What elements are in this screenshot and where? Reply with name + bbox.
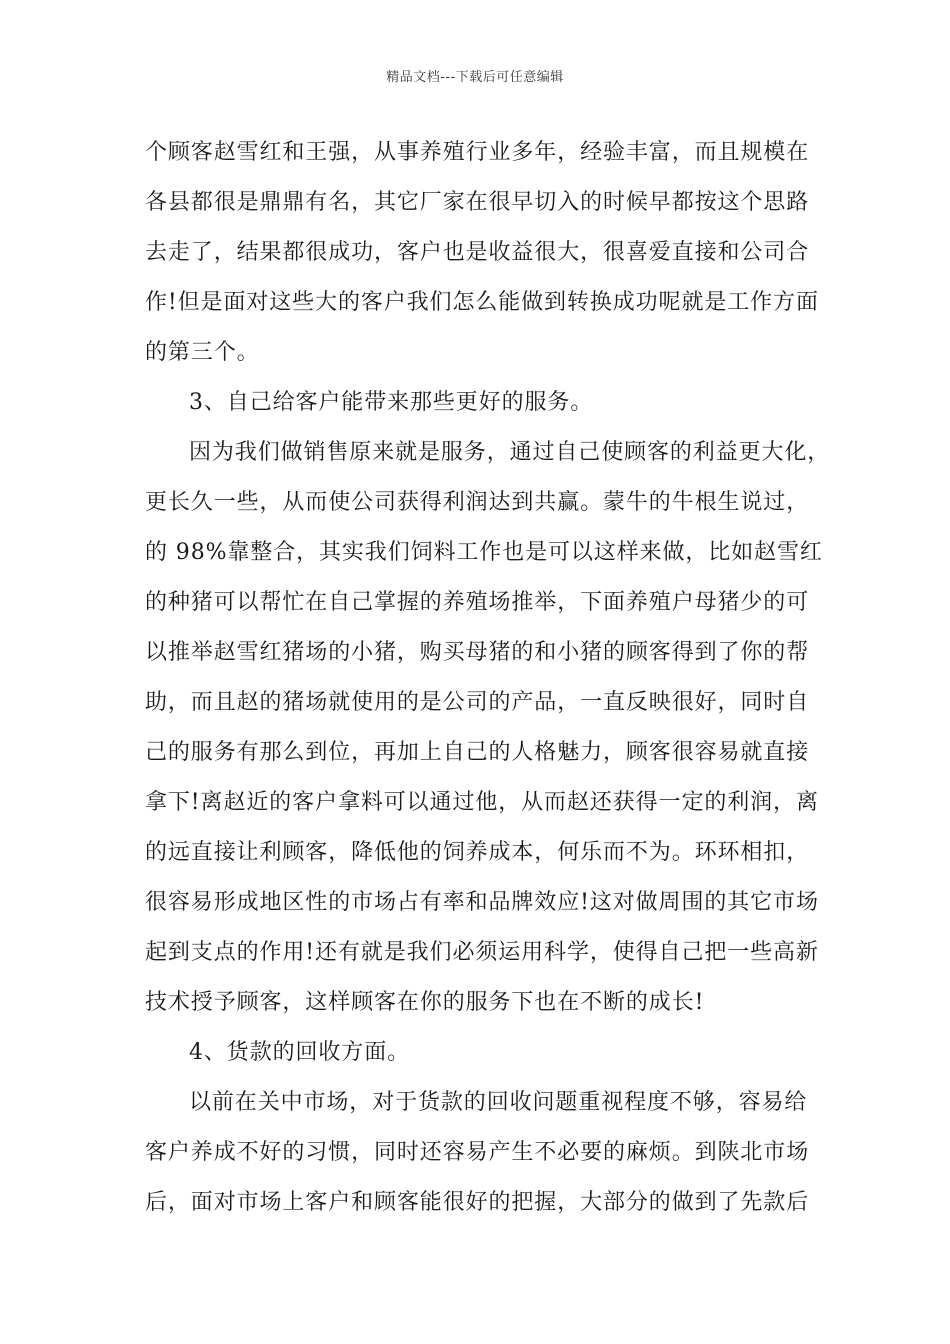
text-line: 的种猪可以帮忙在自己掌握的养殖场推举，下面养殖户母猪少的可 bbox=[145, 590, 810, 615]
document-body bbox=[145, 128, 831, 1228]
text-line: 很容易形成地区性的市场占有率和品牌效应!这对做周围的其它市场 bbox=[145, 890, 819, 915]
page-header: 精品文档---下载后可任意编辑 bbox=[386, 70, 564, 85]
text-line: 拿下!离赵近的客户拿料可以通过他，从而赵还获得一定的利润，离 bbox=[145, 790, 819, 815]
text-line: 因为我们做销售原来就是服务，通过自己使顾客的利益更大化， bbox=[189, 440, 831, 465]
text-line: 客户养成不好的习惯，同时还容易产生不必要的麻烦。到陕北市场 bbox=[145, 1140, 810, 1165]
section-heading-3: 3、自己给客户能带来那些更好的服务。 bbox=[189, 390, 594, 415]
text-line: 起到支点的作用!还有就是我们必须运用科学，使得自己把一些高新 bbox=[145, 940, 819, 965]
text-line: 助，而且赵的猪场就使用的是公司的产品，一直反映很好，同时自 bbox=[145, 690, 810, 715]
text-line: 的第三个。 bbox=[145, 340, 260, 365]
text-line: 己的服务有那么到位，再加上自己的人格魅力，顾客很容易就直接 bbox=[145, 740, 810, 765]
text-line: 的 98%靠整合，其实我们饲料工作也是可以这样来做，比如赵雪红 bbox=[145, 540, 823, 565]
text-line: 更长久一些，从而使公司获得利润达到共赢。蒙牛的牛根生说过， bbox=[145, 490, 810, 515]
text-line: 后，面对市场上客户和顾客能很好的把握，大部分的做到了先款后 bbox=[145, 1190, 810, 1215]
text-line: 的远直接让利顾客，降低他的饲养成本，何乐而不为。环环相扣， bbox=[145, 840, 810, 865]
text-line: 去走了，结果都很成功，客户也是收益很大，很喜爱直接和公司合 bbox=[145, 240, 810, 265]
text-line: 以前在关中市场，对于货款的回收问题重视程度不够，容易给 bbox=[189, 1090, 808, 1115]
text-line: 各县都很是鼎鼎有名，其它厂家在很早切入的时候早都按这个思路 bbox=[145, 190, 810, 215]
section-heading-4: 4、货款的回收方面。 bbox=[189, 1040, 410, 1065]
text-line: 技术授予顾客，这样顾客在你的服务下也在不断的成长! bbox=[145, 990, 705, 1015]
text-line: 以推举赵雪红猪场的小猪，购买母猪的和小猪的顾客得到了你的帮 bbox=[145, 640, 810, 665]
text-line: 作!但是面对这些大的客户我们怎么能做到转换成功呢就是工作方面 bbox=[145, 290, 819, 315]
text-line: 个顾客赵雪红和王强，从事养殖行业多年，经验丰富，而且规模在 bbox=[145, 140, 810, 165]
